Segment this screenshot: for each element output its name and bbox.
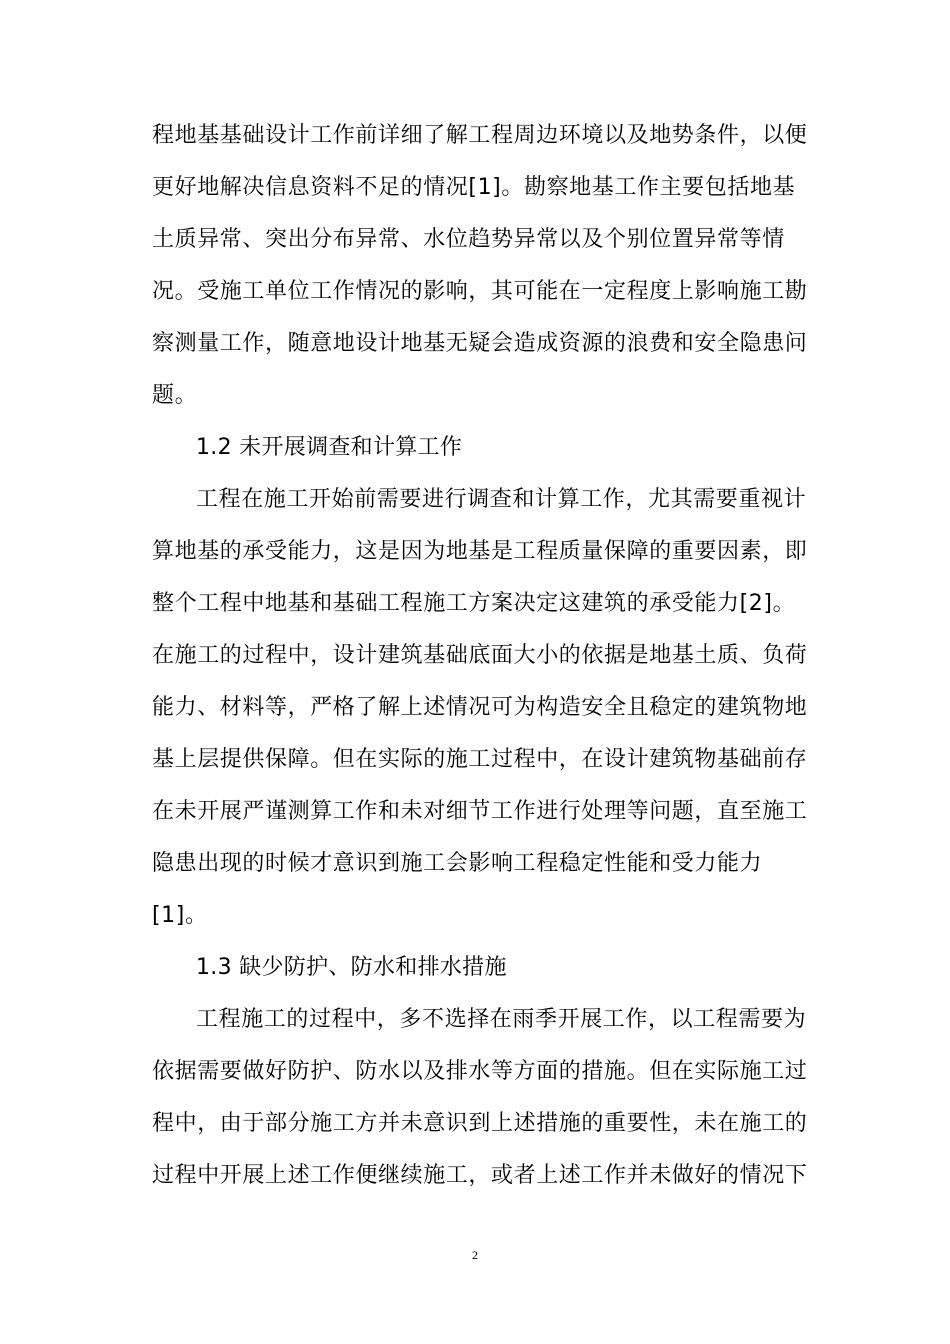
- text-line: 隐患出现的时候才意识到施工会影响工程稳定性能和受力能力: [152, 851, 763, 876]
- text-line: 工程在施工开始前需要进行调查和计算工作，尤其需要重视计: [196, 487, 807, 512]
- text-line: 工程施工的过程中，多不选择在雨季开展工作，以工程需要为: [196, 1007, 807, 1032]
- text-line: 程中，由于部分施工方并未意识到上述措施的重要性，未在施工的: [152, 1111, 808, 1136]
- text-line: 题。: [152, 383, 198, 408]
- text-line: 在施工的过程中，设计建筑基础底面大小的依据是地基土质、负荷: [152, 643, 808, 668]
- text-line: 土质异常、突出分布异常、水位趋势异常以及个别位置异常等情: [152, 227, 785, 252]
- text-line: [1]。: [152, 903, 208, 928]
- page-number: 2: [472, 1248, 478, 1262]
- section-heading: 1.2 未开展调查和计算工作: [196, 435, 463, 460]
- text-line: 在未开展严谨测算工作和未对细节工作进行处理等问题，直至施工: [152, 799, 808, 824]
- text-line: 况。受施工单位工作情况的影响，其可能在一定程度上影响施工勘: [152, 279, 808, 304]
- section-heading: 1.3 缺少防护、防水和排水措施: [196, 955, 507, 980]
- text-line: 过程中开展上述工作便继续施工，或者上述工作并未做好的情况下: [152, 1163, 808, 1188]
- text-line: 依据需要做好防护、防水以及排水等方面的措施。但在实际施工过: [152, 1059, 808, 1084]
- text-line: 整个工程中地基和基础工程施工方案决定这建筑的承受能力[2]。: [152, 591, 796, 616]
- text-line: 程地基基础设计工作前详细了解工程周边环境以及地势条件，以便: [152, 123, 808, 148]
- text-line: 察测量工作，随意地设计地基无疑会造成资源的浪费和安全隐患问: [152, 331, 808, 356]
- text-line: 基上层提供保障。但在实际的施工过程中，在设计建筑物基础前存: [152, 747, 808, 772]
- text-line: 更好地解决信息资料不足的情况[1]。勘察地基工作主要包括地基: [152, 175, 796, 200]
- text-line: 算地基的承受能力，这是因为地基是工程质量保障的重要因素，即: [152, 539, 808, 564]
- text-line: 能力、材料等，严格了解上述情况可为构造安全且稳定的建筑物地: [152, 695, 808, 720]
